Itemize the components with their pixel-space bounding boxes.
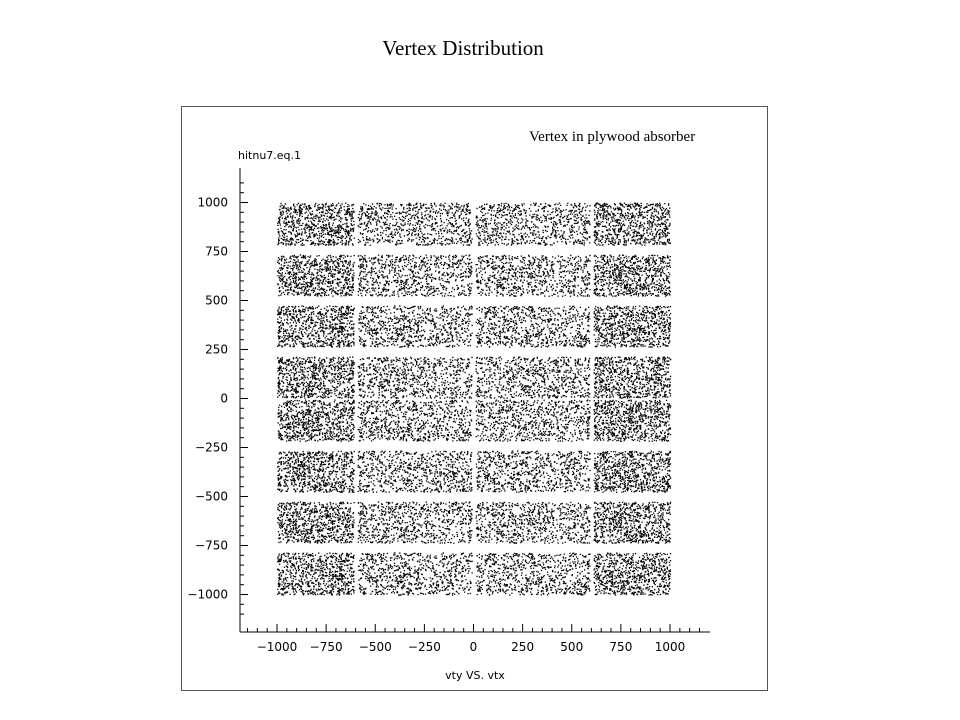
scatter-point-cluster xyxy=(277,305,355,347)
scatter-point-cluster xyxy=(476,450,591,492)
scatter-point-cluster xyxy=(476,502,591,544)
scatter-point-cluster xyxy=(476,203,591,246)
scatter-point-cluster xyxy=(476,553,591,596)
scatter-point-cluster xyxy=(278,400,355,442)
scatter-point-cluster xyxy=(277,254,355,296)
x-tick-label: −1000 xyxy=(256,640,298,654)
x-tick-label: 250 xyxy=(511,640,535,654)
scatter-point-cluster xyxy=(358,255,473,297)
x-tick-label: 1000 xyxy=(654,640,686,654)
scatter-point-cluster xyxy=(476,400,591,442)
scatter-point-cluster xyxy=(594,305,672,347)
y-tick-label: −500 xyxy=(195,489,228,504)
scatter-point-cluster xyxy=(358,305,473,347)
scatter-point-cluster xyxy=(277,501,355,543)
data-points xyxy=(277,203,671,596)
scatter-point-cluster xyxy=(476,306,591,348)
x-tick-label: −750 xyxy=(309,640,343,654)
scatter-point-cluster xyxy=(476,356,591,398)
y-tick-label: −1000 xyxy=(187,587,228,602)
axis-title: vty VS. vtx xyxy=(445,669,505,682)
scatter-point-cluster xyxy=(593,400,671,442)
y-tick-label: 0 xyxy=(220,391,228,406)
y-tick-label: −750 xyxy=(195,538,228,553)
scatter-point-cluster xyxy=(593,552,671,595)
y-tick-label: −250 xyxy=(195,440,228,455)
scatter-point-cluster xyxy=(593,255,671,297)
x-tick-label: −250 xyxy=(407,640,441,654)
scatter-point-cluster xyxy=(358,203,473,246)
scatter-point-cluster xyxy=(277,356,355,398)
y-tick-label: 750 xyxy=(205,244,228,259)
scatter-point-cluster xyxy=(358,501,473,543)
y-tick-label: 1000 xyxy=(197,195,228,210)
histogram-id: hitnu7.eq.1 xyxy=(238,149,302,162)
scatter-point-cluster xyxy=(277,451,355,493)
scatter-point-cluster xyxy=(358,552,473,595)
scatter-point-cluster xyxy=(593,451,671,493)
scatter-point-cluster xyxy=(277,203,355,246)
x-tick-label: −500 xyxy=(358,640,392,654)
y-tick-label: 250 xyxy=(205,342,228,357)
x-tick-label: 0 xyxy=(469,640,478,654)
scatter-point-cluster xyxy=(594,203,671,246)
scatter-point-cluster xyxy=(593,356,671,398)
scatter-point-cluster xyxy=(358,400,473,442)
scatter-point-cluster xyxy=(593,502,671,544)
page-title: Vertex Distribution xyxy=(382,36,544,60)
scatter-point-cluster xyxy=(358,357,473,399)
chart-annotation: Vertex in plywood absorber xyxy=(529,129,696,145)
scatter-point-cluster xyxy=(476,255,591,297)
scatter-point-cluster xyxy=(358,451,473,493)
y-tick-label: 500 xyxy=(205,293,228,308)
x-tick-label: 750 xyxy=(609,640,633,654)
x-tick-label: 500 xyxy=(560,640,584,654)
scatter-point-cluster xyxy=(277,552,355,595)
